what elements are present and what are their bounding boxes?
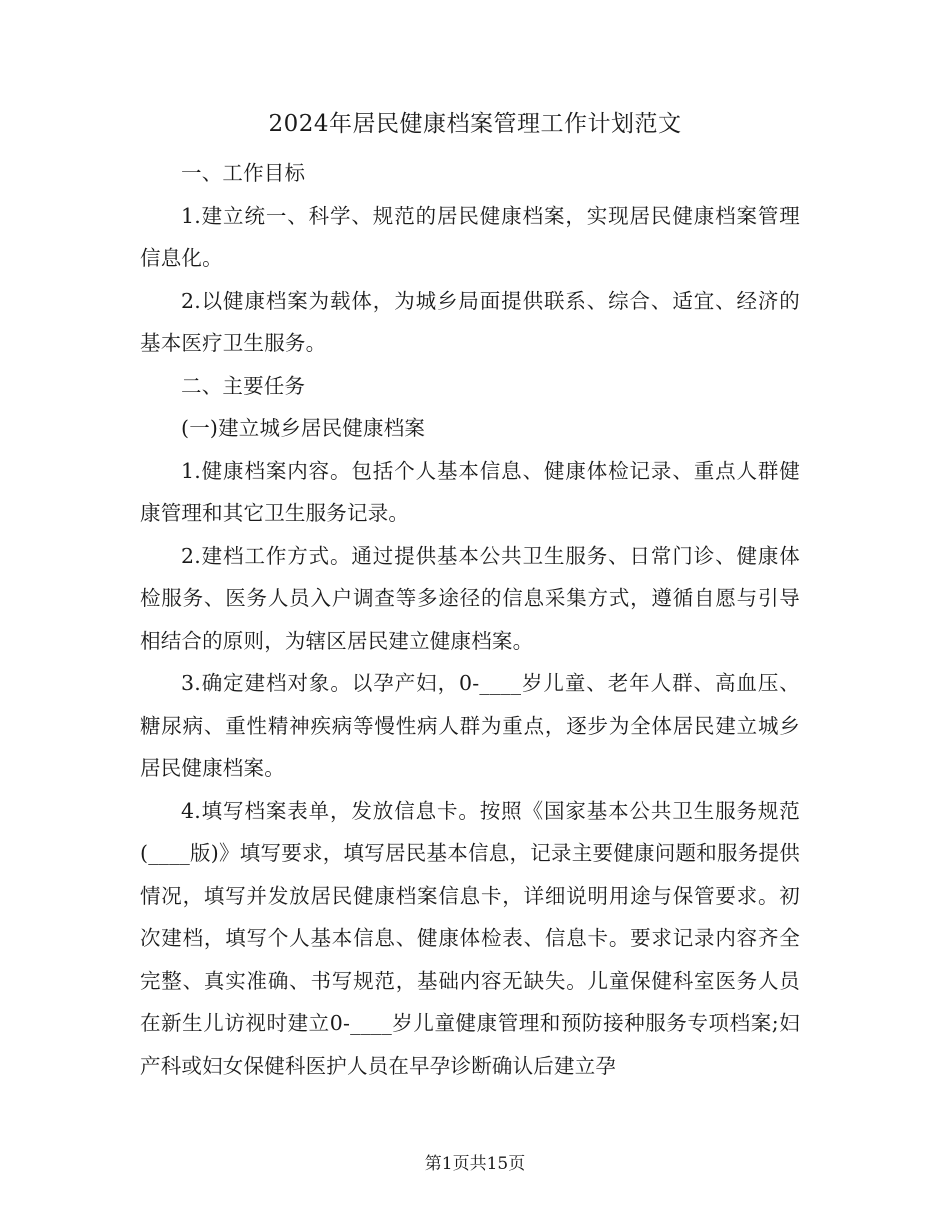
section-heading-goals: 一、工作目标 — [181, 161, 306, 185]
paragraph-task-3: 3.确定建档对象。以孕产妇，0-____岁儿童、老年人群、高血压、糖尿病、重性精神疾病等慢性病人群为重点，逐步为全体居民建立城乡居民健康档案。 — [140, 671, 800, 780]
section-heading-tasks: 二、主要任务 — [181, 373, 306, 398]
document-title: 2024年居民健康档案管理工作计划范文 — [268, 111, 682, 137]
page-number-footer: 第1页共15页 — [424, 1154, 526, 1174]
paragraph-goal-2: 2.以健康档案为载体，为城乡局面提供联系、综合、适宜、经济的基本医疗卫生服务。 — [140, 288, 800, 355]
document-body — [140, 152, 800, 1087]
paragraph-task-4: 4.填写档案表单，发放信息卡。按照《国家基本公共卫生服务规范(____版)》填写要求，填写居民基本信息，记录主要健康问题和服务提供情况，填写并发放居民健康档案信息卡，详细说明用途与保管要求。初次建档，填写个人基本信息、健康体检表、信息卡。要求记录内容齐全完整、真实准确、书写规范，基础内容无缺失。儿童保健科室医务人员在新生儿访视时建立0-____岁儿童健康管理和预防接种服务专项档案;妇产科或妇女保健科医护人员在早孕诊断确认后建立孕 — [140, 798, 800, 1078]
paragraph-goal-1: 1.建立统一、科学、规范的居民健康档案，实现居民健康档案管理信息化。 — [140, 203, 800, 270]
paragraph-task-1: 1.健康档案内容。包括个人基本信息、健康体检记录、重点人群健康管理和其它卫生服务记录。 — [140, 458, 800, 525]
paragraph-task-2: 2.建档工作方式。通过提供基本公共卫生服务、日常门诊、健康体检服务、医务人员入户调查等多途径的信息采集方式，遵循自愿与引导相结合的原则，为辖区居民建立健康档案。 — [140, 543, 800, 653]
subsection-heading-1: (一)建立城乡居民健康档案 — [181, 416, 426, 440]
